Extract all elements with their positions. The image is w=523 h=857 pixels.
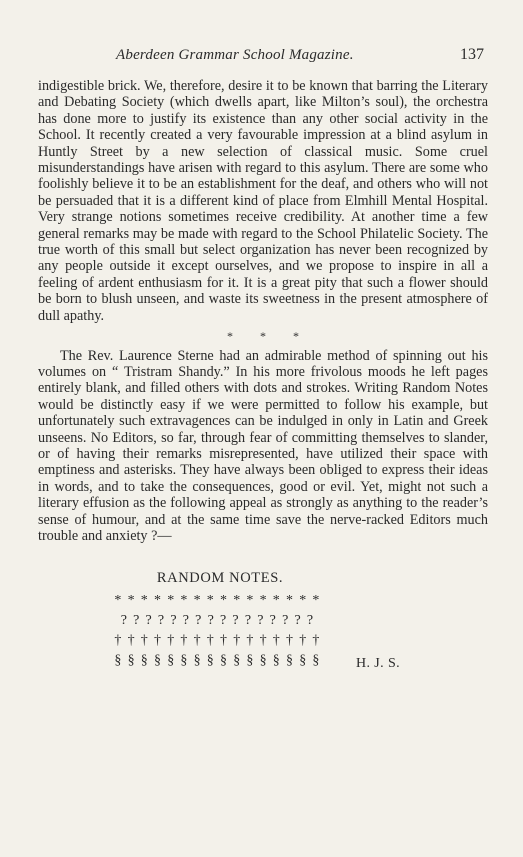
asterisk-row: **************** <box>114 593 326 608</box>
page-header <box>38 47 488 67</box>
article-body <box>38 78 488 544</box>
question-mark-row: ???????????????? <box>120 613 320 628</box>
author-signature: H. J. S. <box>356 656 401 671</box>
paragraph-1: indigestible brick. We, therefore, desire it to be known that barring the Literary and Debating Society (which dwells apart, like Milton’s soul), the orchestra has done more to justify its existence than any other social activity in the School. It recently created a very favourable impression at a blind asylum in Huntly Street by a new selection of classical music. Some cruel misunderstandings have arisen with regard to this asylum. There are some who foolishly believe it to be an establishment for the deaf, and others who will not be persuaded that it is a different kind of place from Elmhill Mental Hospital. Very strange notions sometimes receive credibility. At another time a few general remarks may be made with regard to the School Philatelic Society. The true worth of this small but select organization has never been recognized by any people outside it except ourselves, and we propose to inspire in all a feeling of ardent enthusiasm for it. It is a great pity that such a flower should be born to blush unseen, and waste its sweetness in the present atmosphere of dull apathy. <box>38 78 488 324</box>
section-separator: * * * <box>227 329 299 344</box>
section-sign-row: §§§§§§§§§§§§§§§§ <box>114 653 326 668</box>
running-title: Aberdeen Grammar School Magazine. <box>116 47 354 63</box>
page-number: 137 <box>460 46 484 63</box>
paragraph-2: The Rev. Laurence Sterne had an admirable method of spinning out his volumes on “ Tristram Shandy.” In his more frivolous moods he left pages entirely blank, and filled others with dots and strokes. Writing Random Notes would be distinctly easy if we were permitted to follow his example, but unfortunately such extravagences can be indulged in only in Latin and Greek unseens. No Editors, so far, through fear of committing themselves to slander, or of having their remarks misrepresented, have utilized their space with emptiness and asterisks. They have always been obliged to express their ideas in words, and to take the consequences, good or evil. Yet, might not such a literary effusion as the following appeal as strongly as anything to the reader’s sense of humour, and at the same time save the nerve-racked Editors much trouble and anxiety ?— <box>38 347 488 544</box>
random-notes-title: RANDOM NOTES. <box>156 570 284 586</box>
dagger-row: †††††††††††††††† <box>114 633 326 648</box>
random-notes-block <box>90 570 350 671</box>
